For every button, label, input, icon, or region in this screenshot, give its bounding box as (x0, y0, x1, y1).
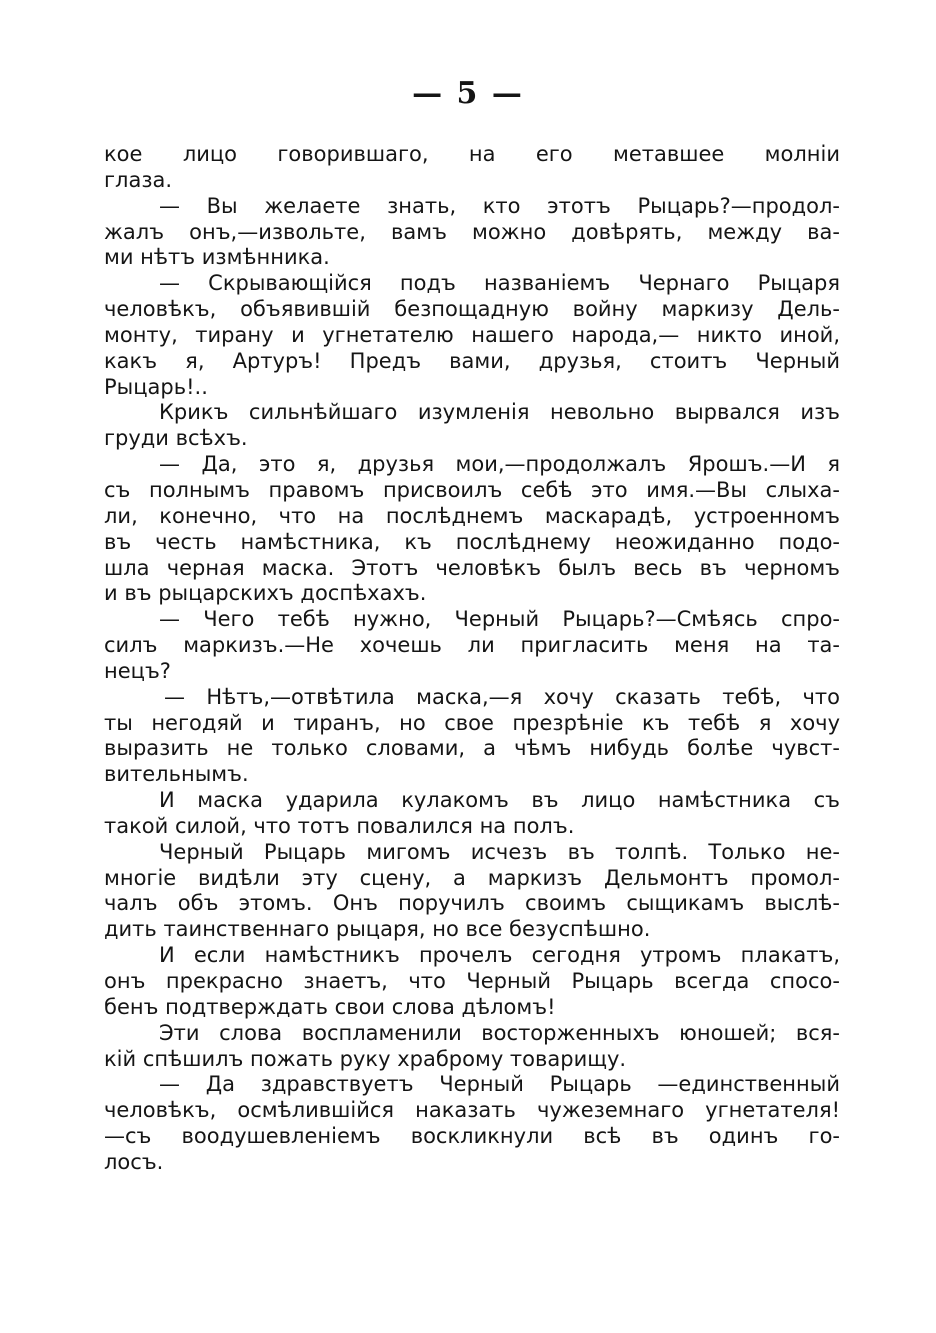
text-line: груди всѣхъ. (104, 426, 248, 451)
text-line: И маска ударила кулакомъ въ лицо намѣстника съ (159, 788, 840, 813)
text-line: чалъ объ этомъ. Онъ поручилъ своимъ сыщикамъ выслѣ- (104, 891, 840, 916)
text-line: нецъ? (104, 658, 171, 683)
text-line: человѣкъ, объявившiй безпощадную войну маркизу Дель- (104, 297, 840, 322)
text-line: монту, тирану и угнетателю нашего народа,— никто иной, (104, 322, 840, 347)
text-line: — Да, это я, друзья мои,—продолжалъ Ярошъ.—И я (159, 452, 840, 477)
text-line: кiй спѣшилъ пожать руку храброму товарищу. (104, 1046, 627, 1071)
text-line: выразить не только словами, а чѣмъ нибудь болѣе чувст- (104, 736, 840, 761)
text-line: Крикъ сильнѣйшаго изумленiя невольно вырвался изъ (159, 400, 840, 425)
text-line: — Чего тебѣ нужно, Черный Рыцарь?—Смѣясь спро- (159, 607, 840, 632)
text-line: Рыцарь!.. (104, 374, 208, 399)
text-line: ли, конечно, что на послѣднемъ маскарадѣ, устроенномъ (104, 503, 840, 528)
text-line: — Да здравствуетъ Черный Рыцарь —единственный (159, 1072, 840, 1097)
text-line: И если намѣстникъ прочелъ сегодня утромъ плакатъ, (159, 943, 840, 968)
text-line: вительнымъ. (104, 762, 249, 787)
text-line: жалъ онъ,—извольте, вамъ можно довѣрять, между ва- (104, 219, 840, 244)
text-line: — Скрывающiйся подъ названiемъ Чернаго Рыцаря (159, 271, 840, 296)
text-line: и въ рыцарскихъ доспѣхахъ. (104, 581, 427, 606)
text-line: Эти слова воспламенили восторженныхъ юношей; вся- (159, 1020, 840, 1045)
text-line: дить таинственнаго рыцаря, но все безуспѣшно. (104, 917, 651, 942)
text-line: человѣкъ, осмѣлившiйся наказать чужеземнаго угнетателя! (104, 1098, 840, 1123)
text-line: съ полнымъ правомъ присвоилъ себѣ это имя.—Вы слыха- (104, 477, 840, 502)
text-line: такой силой, что тотъ повалился на полъ. (104, 813, 575, 838)
text-line: онъ прекрасно знаетъ, что Черный Рыцарь всегда спосо- (104, 969, 840, 993)
page-body (104, 142, 840, 1176)
text-line: —съ воодушевленiемъ воскликнули всѣ въ одинъ го- (104, 1124, 840, 1149)
text-line: ми нѣтъ измѣнника. (104, 245, 330, 270)
text-line: силъ маркизъ.—Не хочешь ли пригласить меня на та- (104, 633, 840, 658)
text-line: Черный Рыцарь мигомъ исчезъ въ толпѣ. Только не- (159, 839, 840, 864)
text-line: ты негодяй и тиранъ, но свое презрѣнiе къ тебѣ я хочу (104, 710, 840, 735)
page-number: — 5 — (412, 76, 524, 111)
text-line: лосъ. (104, 1149, 164, 1174)
text-line: шла черная маска. Этотъ человѣкъ былъ весь въ черномъ (104, 555, 840, 580)
text-line: въ честь намѣстника, къ послѣднему неожиданно подо- (104, 529, 840, 554)
text-line: — Нѣтъ,—отвѣтила маска,—я хочу сказать тебѣ, что (164, 684, 840, 709)
text-line: глаза. (104, 167, 173, 192)
text-line: — Вы желаете знать, кто этотъ Рыцарь?—продол- (159, 193, 840, 218)
text-line: многiе видѣли эту сцену, а маркизъ Дельмонтъ промол- (104, 865, 840, 890)
text-line: какъ я, Артуръ! Предъ вами, друзья, стоитъ Черный (104, 348, 840, 373)
text-line: бенъ подтверждать свои слова дѣломъ! (104, 994, 556, 1019)
text-line: кое лицо говорившаго, на его метавшее молнiи (104, 142, 840, 166)
